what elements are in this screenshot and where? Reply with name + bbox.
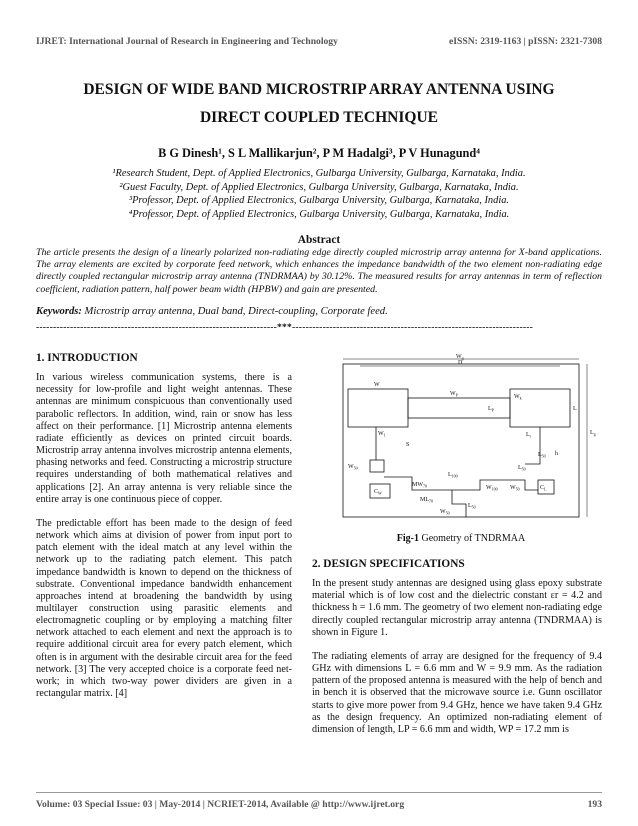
wk-label: $W_k$: [514, 394, 522, 401]
design-paragraph-2: The radiating elements of array are designed for the frequency of 9.4 GHz with dimensions L = 6.6 mm and W = 9.9 mm. As the radiation pattern of the proposed antenna is measured with the help of bench and in bench it is observed that the microwave source i.e. Gunn oscillator starts to give more power from 9.4 GHz, hence we have taken 9.4 GHz as the design frequency. An optimized non-radiating element of dimension of length, LP = 6.6 mm and width, WP = 17.2 mm is: [312, 650, 602, 735]
lp-label: $L_P$: [488, 406, 494, 413]
lt-label: $L_t$: [526, 432, 531, 439]
l100-label: $L_{100}$: [448, 472, 458, 479]
journal-name: IJRET: International Journal of Research in Engineering and Technology: [36, 36, 338, 47]
antenna-geometry-diagram: [340, 352, 602, 520]
page-number: 193: [587, 799, 602, 810]
section-separator: -----------------------------------------------------------------------***-----------------------------------------------------------------------: [36, 322, 534, 333]
abstract-text: The article presents the design of a linearly polarized non-radiating edge directly coupled microstrip array antenna for X-band applications. The array elements are excited by corporate feed network, which enhances the impedance bandwidth of the two element non-radiating edge directly coupled rectangular microstrip array antenna (TNDRMAA) by 30.12%. The measured results for array antennas in term of reflection coefficient, radiation pattern, half power beam width (HPBW) and gain are presented.: [36, 247, 602, 295]
affiliation-4: ⁴Professor, Dept. of Applied Electronics, Gulbarga University, Gulbarga, Karnataka, India.: [128, 208, 510, 220]
h-label: h: [555, 451, 558, 457]
design-heading: 2. DESIGN SPECIFICATIONS: [312, 558, 465, 570]
input-port-line: [452, 490, 466, 517]
affiliation-1: ¹Research Student, Dept. of Applied Electronics, Gulbarga University, Gulbarga, Karnataka, India.: [112, 168, 526, 179]
intro-heading: 1. INTRODUCTION: [36, 352, 138, 364]
right-column: [312, 558, 602, 748]
w1-label: $W_1$: [378, 431, 386, 438]
intro-paragraph-2: The predictable effort has been made to the design of feed network which aims at division of power from input port to patch element with the ideal match at any level within the network up to the radiating patch element. This patch impedance bandwidth is known to depend on the thickness of substrate. Conventional impedance bandwidth enhancement approaches intend at broadening the bandwidth by using multilayer construction using parasitic elements and electromagnetic coupling or by employing a matching filter network attached to each element and next the approach is to require additional circuit area for every patch element, which often is in argument with the desirable circuit area for the feed network. [3] The very accepted choice is a corporate feed net-work; in which two-way power dividers are given in a rectangular matrix. [4]: [36, 517, 292, 700]
paper-title: [30, 76, 608, 132]
wg-label: $W_g$: [456, 354, 464, 361]
w50c-label: $W_{50}$: [440, 509, 450, 516]
left-column: [36, 352, 292, 712]
figure-caption-label: Fig-1: [396, 533, 419, 544]
figure-caption-text: Geometry of TNDRMAA: [419, 533, 526, 544]
l50c-label: $L_{50}$: [468, 503, 476, 510]
mw70-label: $MW_{70}$: [412, 482, 427, 489]
s-label: S: [406, 442, 410, 448]
l50b-label: $L_{50}$: [538, 452, 546, 459]
l-label: L: [573, 406, 577, 412]
design-paragraph-1: In the present study antennas are designed using glass epoxy substrate material which is of low cost and the dielectric constant εr = 4.2 and thickness h = 1.6 mm. The geometry of two element non-radiating edge directly coupled rectangular microstrip array antenna (TNDRMAA) is shown in Figure 1.: [312, 578, 602, 638]
non-radiating-element: [408, 398, 510, 418]
cl-label: $C_L$: [540, 485, 547, 492]
title-line-1: DESIGN OF WIDE BAND MICROSTRIP ARRAY ANTENNA USING: [83, 81, 555, 98]
issn: eISSN: 2319-1163 | pISSN: 2321-7308: [449, 36, 602, 47]
wp-label: $W_P$: [450, 391, 458, 398]
intro-paragraph-1: In various wireless communication systems, there is a necessity for low-profile and light weight antennas. These antennas are minimum conspicuous than conventionally used parabolic reflectors. In addition, wind, rain or snow has less affect on their performance. [1] Microstrip antenna elements radiate efficiently as devices on printed circuit boards. Microstrip array antenna involves microstrip antenna elements, phasing networks and feed. Constructing a microstrip structure requires understanding of both mathematical relatives and applications [2]. An array antenna is very reliable since the entire array is one continuous piece of copper.: [36, 372, 292, 505]
running-footer: [36, 799, 602, 813]
w100-label: $W_{100}$: [486, 485, 498, 492]
w50b-label: $W_{50}$: [510, 485, 520, 492]
keywords-label: Keywords:: [36, 306, 82, 317]
w-label: W: [374, 382, 380, 388]
lg-label: $L_g$: [590, 430, 596, 437]
authors: B G Dinesh¹, S L Mallikarjun², P M Hadalgi³, P V Hunagund⁴: [158, 146, 480, 160]
running-header: [36, 36, 602, 50]
keywords-text: Microstrip array antenna, Dual band, Direct-coupling, Corporate feed.: [81, 306, 388, 317]
left-radiating-patch: [348, 389, 408, 427]
left-w50-section: [370, 460, 384, 472]
d-label: D: [458, 360, 463, 366]
antenna-geometry-figure: [340, 352, 602, 520]
footer-volume: Volume: 03 Special Issue: 03 | May-2014 | NCRIET-2014, Available @ http://www.ijret.org: [36, 799, 405, 810]
w50-label: $W_{50}$: [348, 464, 358, 471]
affiliations: [30, 167, 608, 221]
title-line-2: DIRECT COUPLED TECHNIQUE: [199, 109, 438, 126]
keywords: [36, 306, 602, 317]
ml70-label: $ML_{70}$: [420, 497, 433, 504]
footer-rule: [36, 792, 602, 793]
affiliation-2: ²Guest Faculty, Dept. of Applied Electronics, Gulbarga University, Gulbarga, Karnataka, India.: [119, 181, 519, 193]
abstract-heading: Abstract: [297, 234, 341, 246]
affiliation-3: ³Professor, Dept. of Applied Electronics, Gulbarga University, Gulbarga, Karnataka, India.: [128, 195, 510, 207]
l50-label: $L_{50}$: [518, 465, 526, 472]
cw-label: $C_W$: [374, 489, 382, 496]
figure-caption: [320, 533, 602, 544]
